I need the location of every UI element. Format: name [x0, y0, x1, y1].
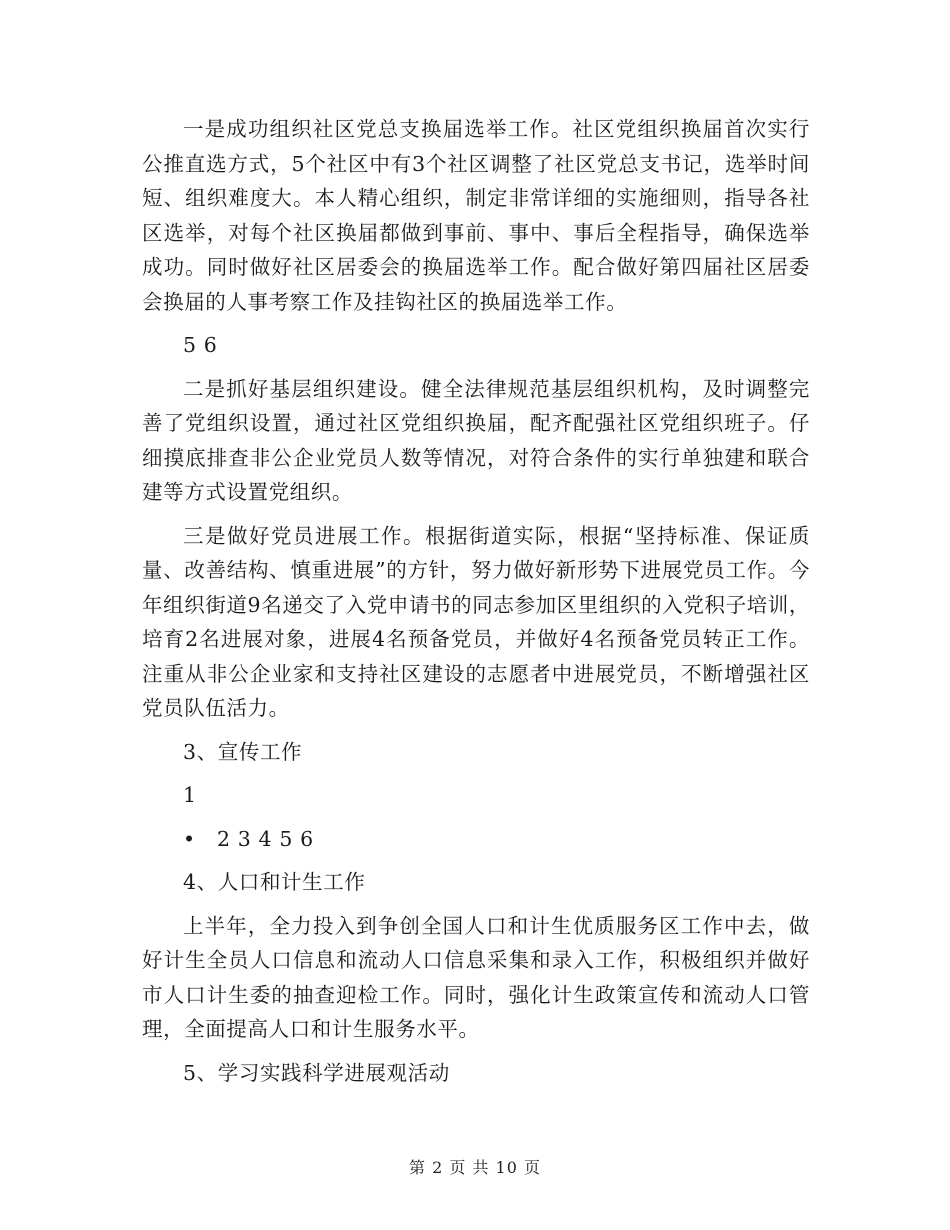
heading-population-family-planning: 4、人口和计生工作 — [183, 870, 366, 894]
paragraph-election-work: 一是成功组织社区党总支换届选举工作。社区党组织换届首次实行公推直选方式，5个社区中有3个社区调整了社区党总支书记，选举时间短、组织难度大。本人精心组织，制定非常详细的实施细则，指导各社区选举，对每个社区换届都做到事前、事中、事后全程指导，确保选举成功。同时做好社区居委会的换届选举工作。配合做好第四届社区居委会换届的人事考察工作及挂钩社区的换届选举工作。 — [142, 117, 810, 314]
document-body — [142, 112, 810, 1099]
page-footer: 第 2 页 共 10 页 — [409, 1158, 541, 1177]
page-number-fragment-1: 1 — [183, 783, 197, 807]
bullet-page-list: • 2 3 4 5 6 — [183, 826, 314, 851]
heading-scientific-development-activity: 5、学习实践科学进展观活动 — [183, 1060, 450, 1085]
paragraph-party-member-development: 三是做好党员进展工作。根据街道实际，根据“坚持标准、保证质量、改善结构、慎重进展”的方针，努力做好新形势下进展党员工作。今年组织街道9名递交了入党申请书的同志参加区里组织的入党积子培训，培育2名进展对象，进展4名预备党员，并做好4名预备党员转正工作。注重从非公企业家和支持社区建设的志愿者中进展党员，不断增强社区党员队伍活力。 — [142, 523, 810, 720]
paragraph-grassroots-organization: 二是抓好基层组织建设。健全法律规范基层组织机构，及时调整完善了党组织设置，通过社区党组织换届，配齐配强社区党组织班子。仔细摸底排查非公企业党员人数等情况，对符合条件的实行单独建和联合建等方式设置党组织。 — [142, 376, 810, 504]
heading-publicity-work: 3、宣传工作 — [183, 739, 303, 764]
paragraph-population-work: 上半年，全力投入到争创全国人口和计生优质服务区工作中去，做好计生全员人口信息和流动人口信息采集和录入工作，积极组织并做好市人口计生委的抽查迎检工作。同时，强化计生政策宣传和流动人口管理，全面提高人口和计生服务水平。 — [142, 913, 810, 1041]
page-number-fragment: 5 6 — [183, 333, 218, 357]
